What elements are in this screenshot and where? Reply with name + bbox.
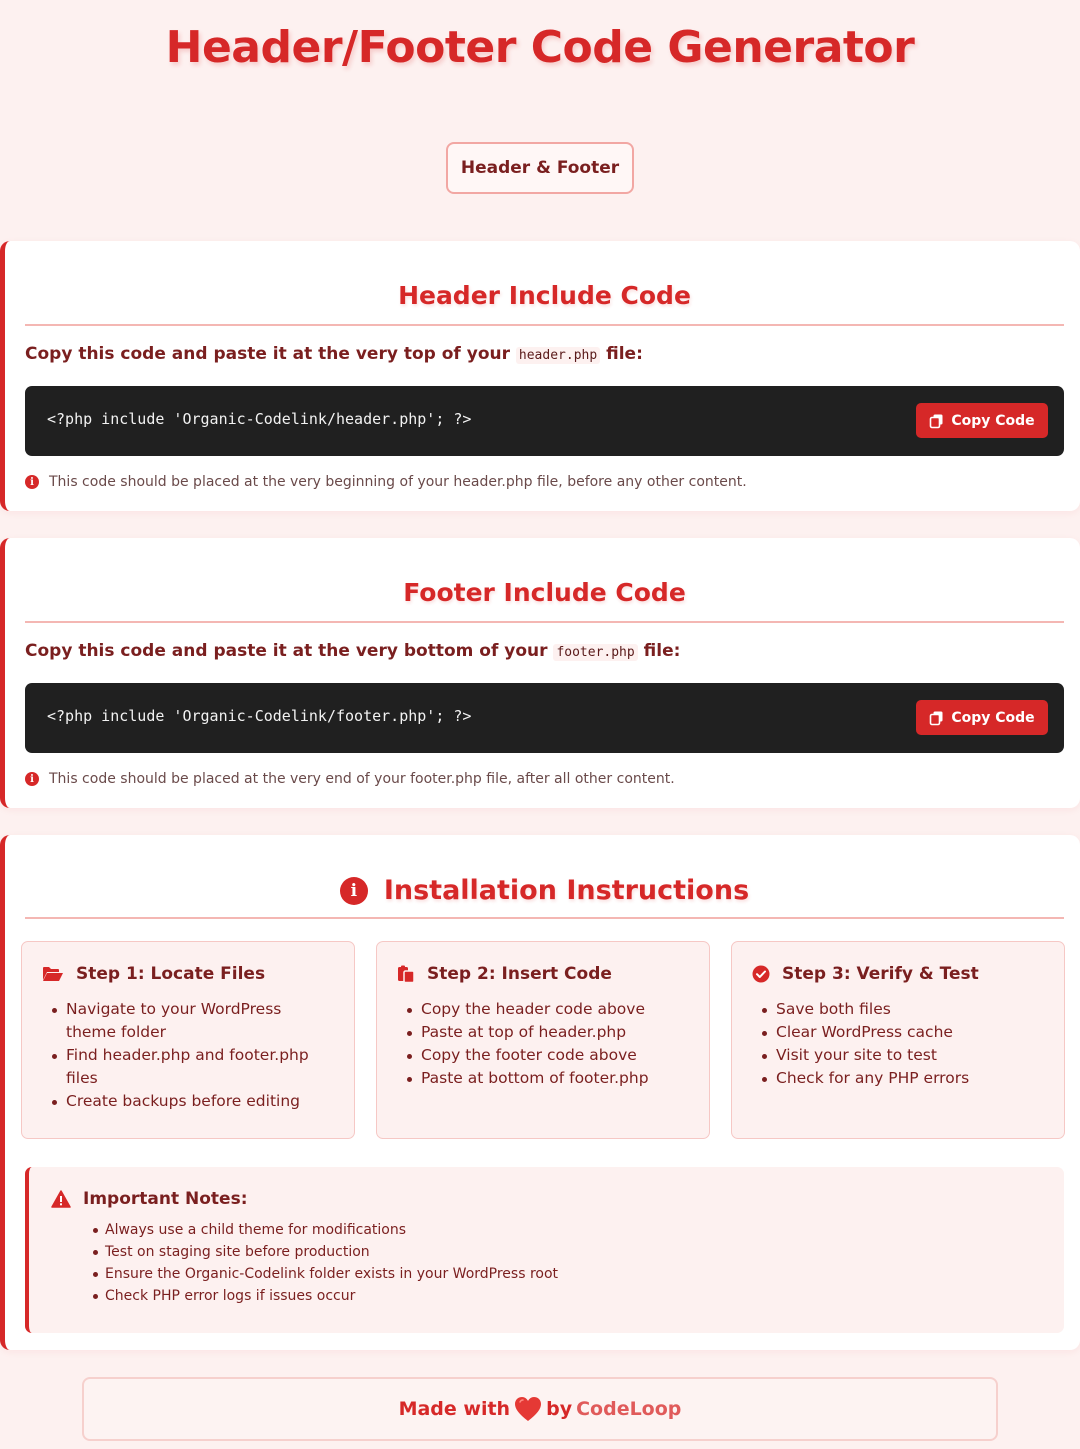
list-item: Paste at bottom of footer.php <box>421 1067 689 1090</box>
list-item: Create backups before editing <box>66 1090 334 1113</box>
copy-code-label: Copy Code <box>951 709 1035 726</box>
list-item: Navigate to your WordPress theme folder <box>66 998 334 1044</box>
section-divider <box>25 324 1064 326</box>
footer-made-with: Made with <box>398 1398 511 1420</box>
footer-note-text: This code should be placed at the very end of your footer.php file, after all other content. <box>49 771 675 787</box>
page-title: Header/Footer Code Generator <box>165 22 915 73</box>
footer-by: by <box>546 1398 573 1420</box>
step-2-title: Step 2: Insert Code <box>427 964 612 984</box>
step-1-list <box>42 998 334 1113</box>
step-3-header <box>752 964 1044 984</box>
section-divider <box>25 917 1064 919</box>
section-divider <box>25 621 1064 623</box>
installation-title-text: Installation Instructions <box>383 875 750 906</box>
copy-footer-code-button[interactable] <box>916 700 1048 735</box>
list-item: Check PHP error logs if issues occur <box>105 1285 1040 1307</box>
installation-title <box>25 875 1064 906</box>
check-circle-icon <box>752 965 770 983</box>
step-3-title: Step 3: Verify & Test <box>782 964 979 984</box>
footer-brand[interactable]: CodeLoop <box>576 1398 682 1420</box>
step-3-list <box>752 998 1044 1090</box>
notes-list <box>51 1219 1040 1307</box>
step-1-header <box>42 964 334 984</box>
footer-code[interactable]: <?php include 'Organic-Codelink/footer.php'; ?> <box>47 707 472 725</box>
list-item: Check for any PHP errors <box>776 1067 1044 1090</box>
footer-code-box <box>25 683 1064 753</box>
tab-header-footer[interactable]: Header & Footer <box>446 142 634 194</box>
list-item: Copy the footer code above <box>421 1044 689 1067</box>
folder-open-icon <box>42 966 64 982</box>
step-card-2 <box>376 941 710 1139</box>
list-item: Paste at top of header.php <box>421 1021 689 1044</box>
footer-instruction <box>25 641 680 661</box>
footer-include-card <box>0 538 1080 808</box>
list-item: Always use a child theme for modifications <box>105 1219 1040 1241</box>
warning-icon <box>51 1190 71 1208</box>
copy-code-label: Copy Code <box>951 412 1035 429</box>
notes-header <box>51 1189 1040 1209</box>
important-notes <box>25 1167 1064 1333</box>
installation-card <box>0 835 1080 1350</box>
footer-section-title: Footer Include Code <box>403 578 686 607</box>
step-card-3 <box>731 941 1065 1139</box>
step-1-title: Step 1: Locate Files <box>76 964 266 984</box>
instruction-suffix: file: <box>606 344 643 364</box>
header-code-box <box>25 386 1064 456</box>
instruction-suffix: file: <box>643 641 681 661</box>
step-2-header <box>397 964 689 984</box>
copy-icon <box>929 413 945 429</box>
notes-title: Important Notes: <box>83 1189 248 1209</box>
list-item: Ensure the Organic-Codelink folder exists in your WordPress root <box>105 1263 1040 1285</box>
list-item: Copy the header code above <box>421 998 689 1021</box>
list-item: Save both files <box>776 998 1044 1021</box>
copy-icon <box>929 710 945 726</box>
list-item: Find header.php and footer.php files <box>66 1044 334 1090</box>
info-icon: i <box>25 475 39 489</box>
paste-icon <box>397 965 415 983</box>
list-item: Test on staging site before production <box>105 1241 1040 1263</box>
step-2-list <box>397 998 689 1090</box>
footer-note <box>25 771 675 787</box>
info-icon: i <box>340 877 368 905</box>
info-icon: i <box>25 772 39 786</box>
page-footer <box>82 1377 998 1441</box>
list-item: Visit your site to test <box>776 1044 1044 1067</box>
header-section-title: Header Include Code <box>398 281 691 310</box>
instruction-text: Copy this code and paste it at the very bottom of your <box>25 641 548 661</box>
list-item: Clear WordPress cache <box>776 1021 1044 1044</box>
instruction-text: Copy this code and paste it at the very top of your <box>25 344 510 364</box>
header-include-card <box>0 241 1080 511</box>
copy-header-code-button[interactable] <box>916 403 1048 438</box>
step-card-1 <box>21 941 355 1139</box>
header-note-text: This code should be placed at the very beginning of your header.php file, before any other content. <box>49 474 747 490</box>
file-name-code: header.php <box>516 347 600 364</box>
file-name-code: footer.php <box>553 644 637 661</box>
header-instruction <box>25 344 643 364</box>
header-note <box>25 474 747 490</box>
heart-icon <box>514 1396 542 1422</box>
header-code[interactable]: <?php include 'Organic-Codelink/header.php'; ?> <box>47 410 472 428</box>
